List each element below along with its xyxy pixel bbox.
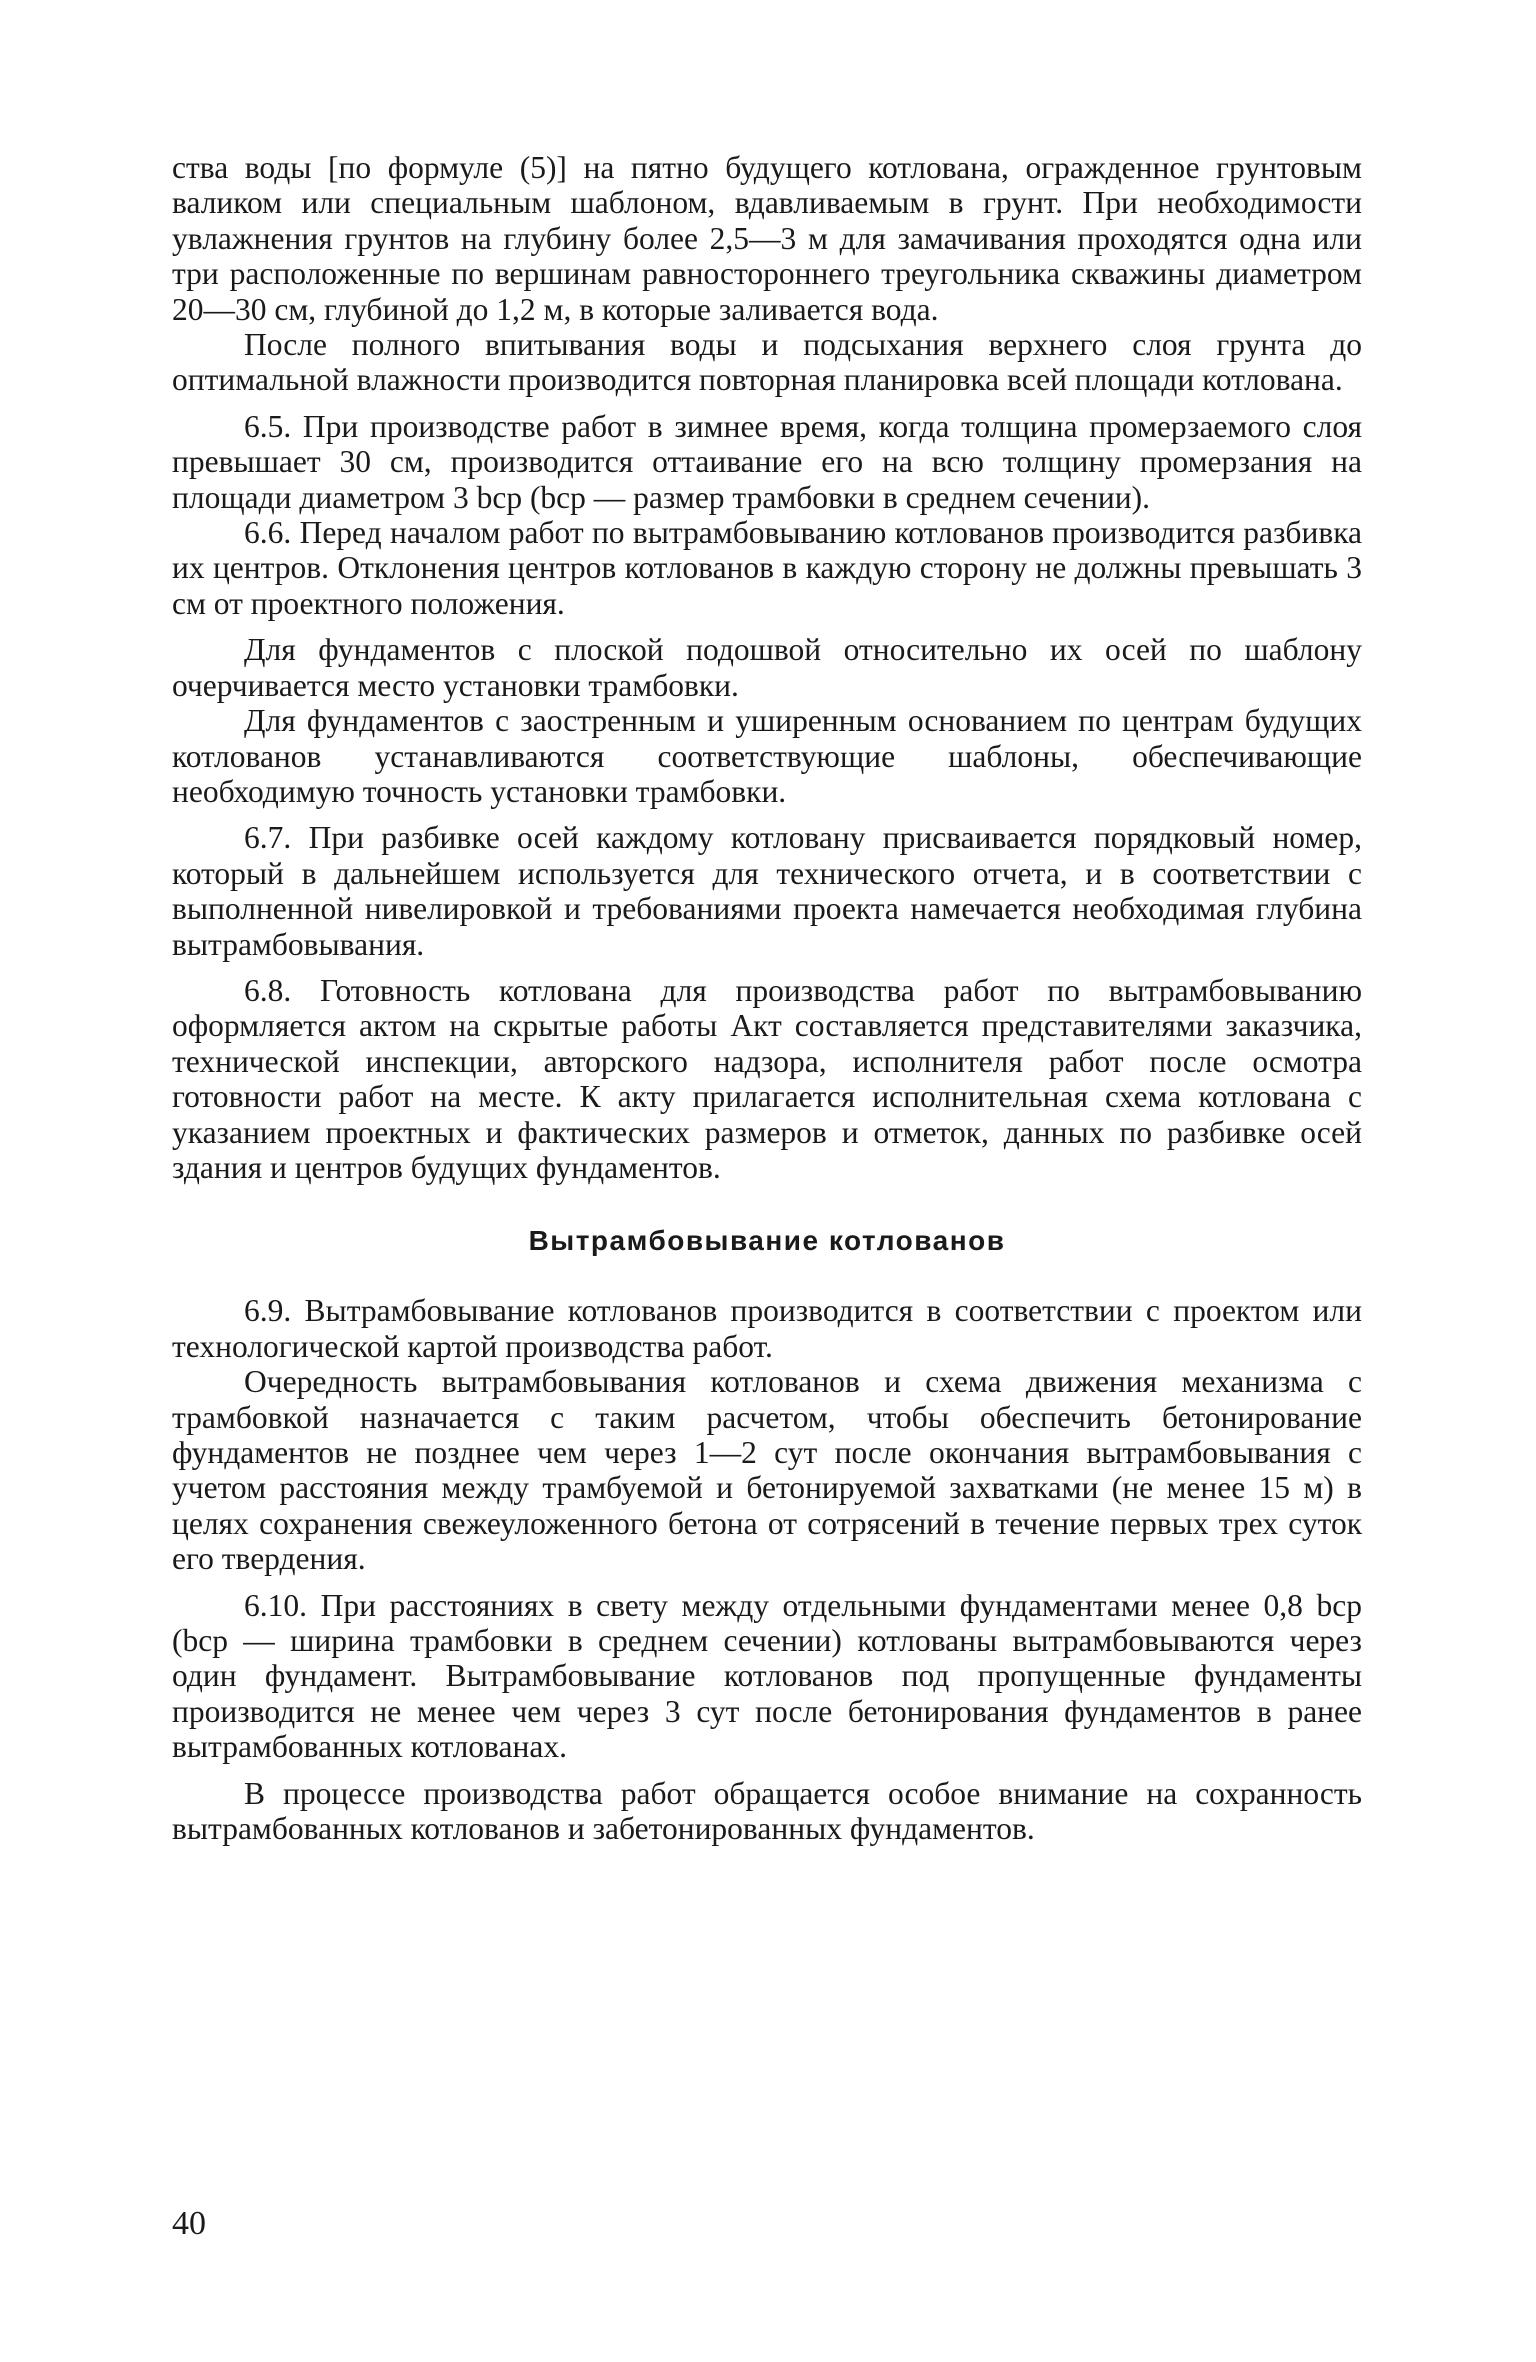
- paragraph-flat-base: Для фундаментов с плоской подошвой относительно их осей по шаблону очерчивается место установки трамбовки.: [172, 632, 1362, 703]
- paragraph-6-10: 6.10. При расстояниях в свету между отдельными фундаментами менее 0,8 bср (bср — ширина трамбовки в среднем сечении) котлованы вытрамбовываются через один фундамент. Вытрамбовывание котлованов под пропущенные фундаменты производится не менее чем через 3 сут после бетонирования фундаментов в ранее вытрамбованных котлованах.: [172, 1587, 1362, 1765]
- paragraph-continuation: ства воды [по формуле (5)] на пятно будущего котлована, огражденное грунтовым валиком или специальным шаблоном, вдавливаемым в грунт. При необходимости увлажнения грунтов на глубину более 2,5—3 м для замачивания проходятся одна или три расположенные по вершинам равностороннего треугольника скважины диаметром 20—30 см, глубиной до 1,2 м, в которые заливается вода.: [172, 150, 1362, 327]
- section-heading: Вытрамбовывание котлованов: [528, 1225, 1006, 1257]
- paragraph-6-5: 6.5. При производстве работ в зимнее время, когда толщина промерзаемого слоя превышает 30 см, производится оттаивание его на всю толщину промерзания на площади диаметром 3 bср (bср — размер трамбовки в среднем сечении).: [172, 408, 1362, 515]
- paragraph-order: Очередность вытрамбовывания котлованов и схема движения механизма с трамбовкой назначается с таким расчетом, чтобы обеспечить бетонирование фундаментов не позднее чем через 1—2 сут после окончания вытрамбовывания с учетом расстояния между трамбуемой и бетонируемой захватками (не менее 15 м) в целях сохранения свежеуложенного бетона от сотрясений в течение первых трех суток его твердения.: [172, 1364, 1362, 1577]
- paragraph-6-9: 6.9. Вытрамбовывание котлованов производится в соответствии с проектом или технологической картой производства работ.: [172, 1293, 1362, 1364]
- paragraph-after-soaking: После полного впитывания воды и подсыхания верхнего слоя грунта до оптимальной влажности производится повторная планировка всей площади котлована.: [172, 327, 1362, 398]
- page-number: 40: [172, 2205, 206, 2242]
- document-page: [172, 150, 1362, 1846]
- paragraph-6-8: 6.8. Готовность котлована для производства работ по вытрамбовыванию оформляется актом на скрытые работы Акт составляется представителями заказчика, технической инспекции, авторского надзора, исполнителя работ после осмотра готовности работ на месте. К акту прилагается исполнительная схема котлована с указанием проектных и фактических размеров и отметок, данных по разбивке осей здания и центров будущих фундаментов.: [172, 972, 1362, 1185]
- paragraph-attention: В процессе производства работ обращается особое внимание на сохранность вытрамбованных котлованов и забетонированных фундаментов.: [172, 1775, 1362, 1847]
- paragraph-6-6: 6.6. Перед началом работ по вытрамбовыванию котлованов производится разбивка их центров. Отклонения центров котлованов в каждую сторону не должны превышать 3 см от проектного положения.: [172, 515, 1362, 621]
- paragraph-6-7: 6.7. При разбивке осей каждому котловану присваивается порядковый номер, который в дальнейшем используется для технического отчета, и в соответствии с выполненной нивелировкой и требованиями проекта намечается необходимая глубина вытрамбовывания.: [172, 820, 1362, 962]
- paragraph-pointed-base: Для фундаментов с заостренным и уширенным основанием по центрам будущих котлованов устанавливаются соответствующие шаблоны, обеспечивающие необходимую точность установки трамбовки.: [172, 703, 1362, 809]
